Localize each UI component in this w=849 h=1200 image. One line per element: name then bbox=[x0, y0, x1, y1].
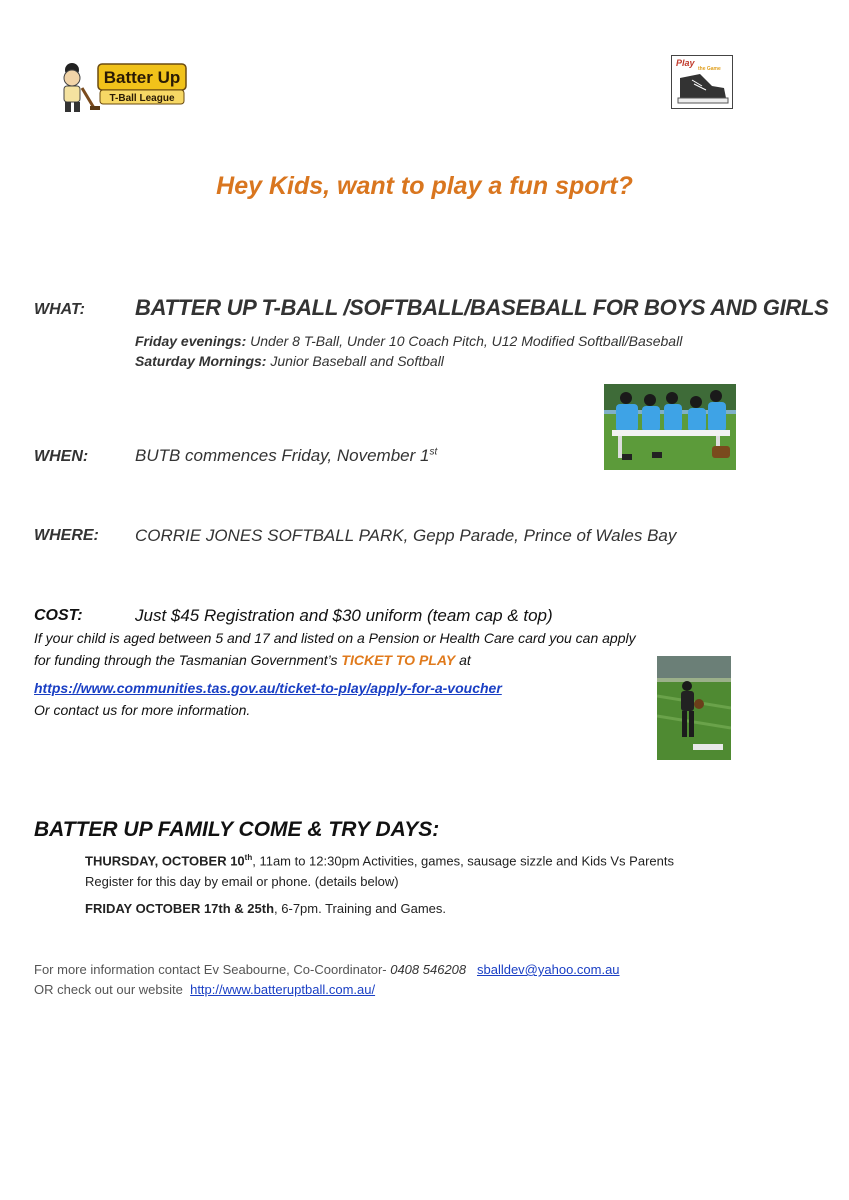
batter-up-logo bbox=[54, 56, 189, 118]
contact-email-link[interactable]: sballdev@yahoo.com.au bbox=[476, 962, 620, 977]
contact-line2-pre: OR check out our website bbox=[34, 982, 187, 997]
ticket-to-play-highlight: TICKET TO PLAY bbox=[341, 652, 456, 668]
contact-line2 bbox=[34, 982, 375, 997]
cost-line1: If your child is aged between 5 and 17 and listed on a Pension or Health Care card you can apply bbox=[34, 630, 636, 646]
cost-line2-post: at bbox=[455, 652, 471, 668]
what-line2-bold: Saturday Mornings: bbox=[135, 353, 267, 369]
logo-left-line2: T-Ball League bbox=[109, 93, 175, 104]
team-photo bbox=[604, 384, 736, 470]
ticket-to-play-link[interactable]: https://www.communities.tas.gov.au/ticket-to-play/apply-for-a-voucher bbox=[34, 680, 502, 696]
when-label: WHEN: bbox=[34, 448, 89, 465]
try-day2-rest: , 6-7pm. Training and Games. bbox=[274, 901, 447, 916]
logo-right-line1: Play bbox=[676, 58, 695, 68]
try-day2-line bbox=[85, 901, 446, 916]
cost-line4: Or contact us for more information. bbox=[34, 702, 251, 718]
try-day1-line1 bbox=[85, 853, 674, 868]
cost-line2 bbox=[34, 652, 471, 668]
cost-label: COST: bbox=[34, 607, 83, 624]
what-line2 bbox=[135, 351, 444, 372]
when-text-sup: st bbox=[429, 446, 438, 458]
what-line2-rest: Junior Baseball and Softball bbox=[266, 353, 444, 369]
what-label: WHAT: bbox=[34, 301, 85, 318]
cost-text: Just $45 Registration and $30 uniform (team cap & top) bbox=[135, 606, 553, 625]
try-day1-line2: Register for this day by email or phone. (details below) bbox=[85, 874, 399, 889]
try-day1-rest: , 11am to 12:30pm Activities, games, sausage sizzle and Kids Vs Parents bbox=[252, 853, 674, 869]
what-line1-bold: Friday evenings: bbox=[135, 333, 247, 349]
website-link[interactable]: http://www.batteruptball.com.au/ bbox=[190, 982, 376, 997]
what-line1-rest: Under 8 T-Ball, Under 10 Coach Pitch, U12 Modified Softball/Baseball bbox=[246, 333, 683, 349]
when-text bbox=[135, 446, 437, 466]
play-the-game-logo bbox=[671, 55, 733, 109]
try-day1-sup: th bbox=[244, 853, 253, 862]
what-line1 bbox=[135, 331, 682, 352]
headline: Hey Kids, want to play a fun sport? bbox=[216, 172, 633, 200]
player-photo bbox=[657, 656, 731, 760]
where-label: WHERE: bbox=[34, 527, 99, 544]
contact-line1-pre: For more information contact Ev Seabourne, Co-Coordinator- bbox=[34, 962, 391, 977]
cost-line2-pre: for funding through the Tasmanian Government’s bbox=[34, 652, 342, 668]
when-text-main: BUTB commences Friday, November 1 bbox=[135, 446, 430, 465]
what-title: BATTER UP T-BALL /SOFTBALL/BASEBALL FOR BOYS AND GIRLS bbox=[135, 295, 829, 320]
contact-line1 bbox=[34, 962, 620, 977]
contact-phone: 0408 546208 bbox=[390, 962, 467, 977]
where-text: CORRIE JONES SOFTBALL PARK, Gepp Parade, Prince of Wales Bay bbox=[135, 526, 677, 545]
logo-right-line2: the Game bbox=[698, 66, 721, 72]
try-day2-bold: FRIDAY OCTOBER 17th & 25th bbox=[85, 901, 275, 916]
try-day1-bold: THURSDAY, OCTOBER 10 bbox=[85, 853, 245, 869]
logo-left-line1: Batter Up bbox=[103, 68, 181, 87]
try-days-heading: BATTER UP FAMILY COME & TRY DAYS: bbox=[34, 818, 440, 841]
